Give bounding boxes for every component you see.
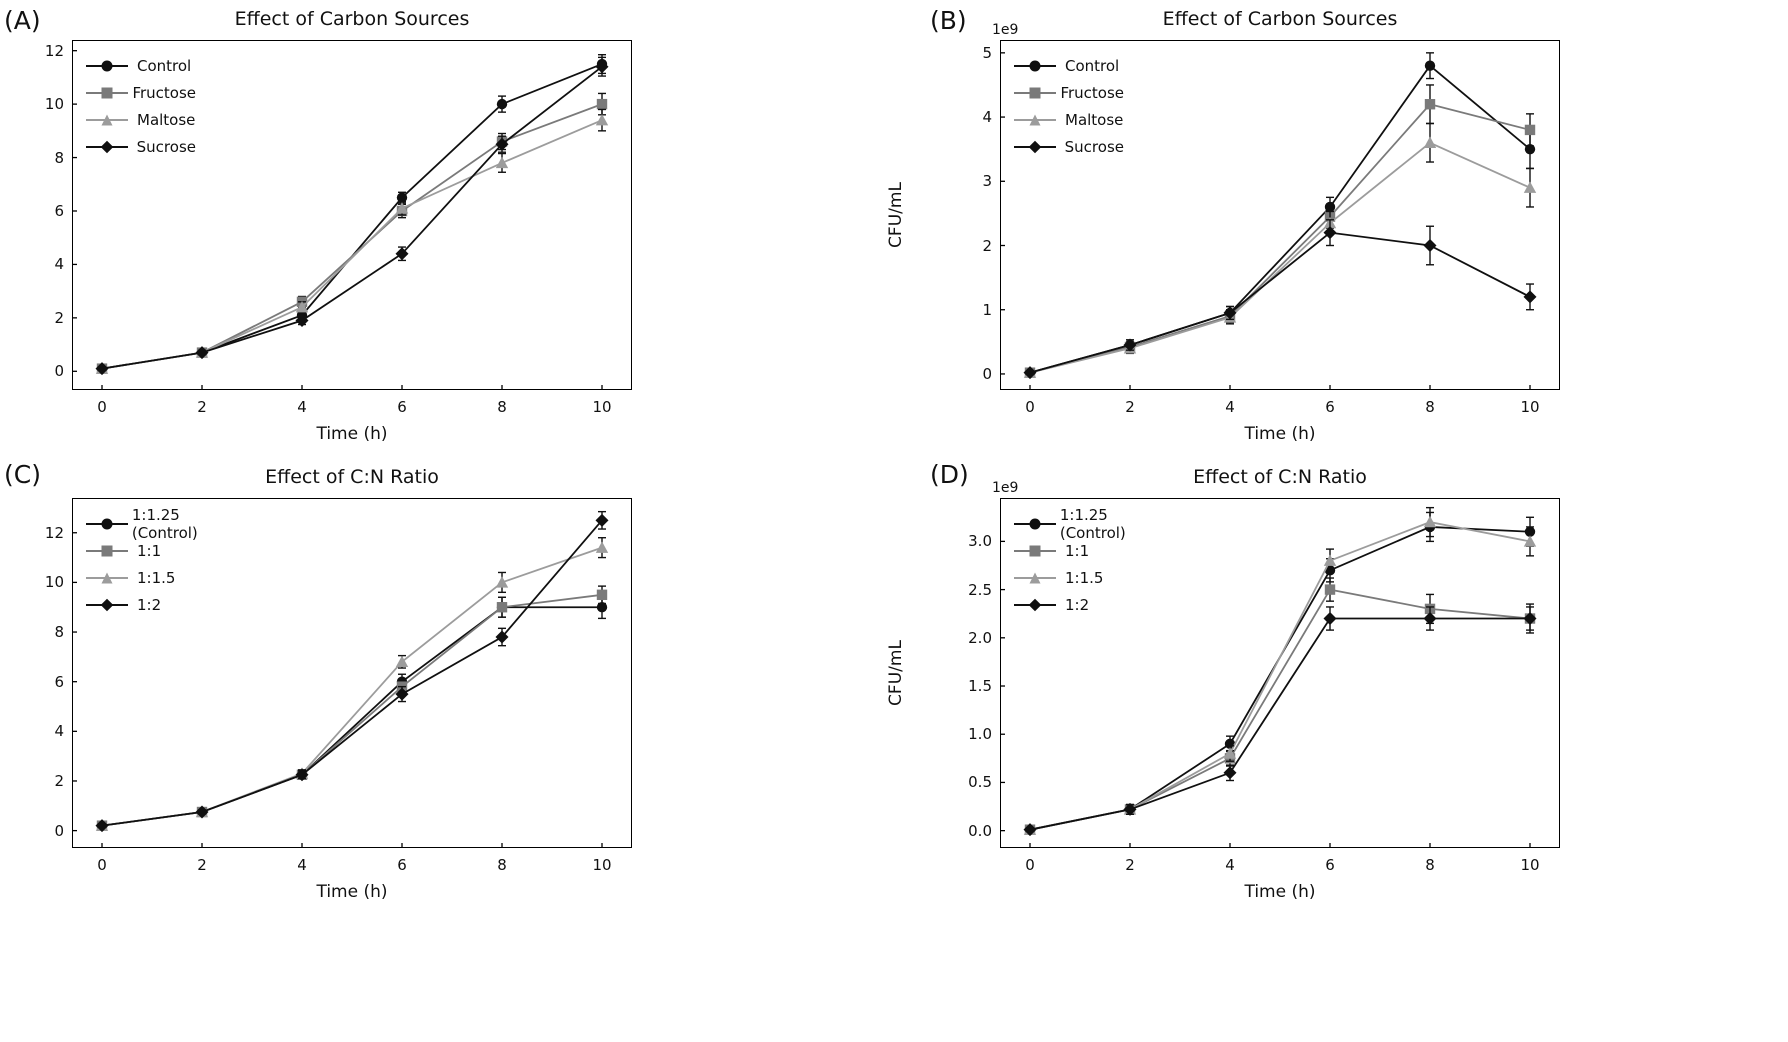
legend-swatch <box>1014 146 1056 148</box>
legend-label: 1:1.25 (Control) <box>1059 505 1126 542</box>
x-tick-label: 10 <box>592 856 612 874</box>
series-3 <box>1024 607 1537 836</box>
y-tick-label: 0.5 <box>968 773 992 792</box>
legend-marker-icon <box>1028 85 1043 100</box>
y-tick-label: 4 <box>982 108 992 127</box>
x-tick-label: 2 <box>1125 398 1135 416</box>
y-tick-label: 1.0 <box>968 725 992 744</box>
data-point <box>1424 137 1436 148</box>
data-point <box>1525 125 1535 135</box>
x-tick-label: 6 <box>397 856 407 874</box>
x-axis-label: Time (h) <box>1244 424 1316 444</box>
chart-title: Effect of Carbon Sources <box>1162 8 1398 30</box>
legend-swatch <box>86 604 128 606</box>
data-point <box>1424 239 1437 252</box>
data-point <box>1325 584 1335 594</box>
legend-item[interactable] <box>1014 79 1124 106</box>
legend-marker-icon <box>1028 543 1043 558</box>
legend-label: Fructose <box>1060 83 1124 102</box>
x-tick-label: 8 <box>1425 856 1435 874</box>
legend <box>1014 52 1124 160</box>
legend-marker-icon <box>1028 112 1043 127</box>
legend-item[interactable] <box>1014 106 1124 133</box>
panel-letter: (A) <box>4 6 41 35</box>
y-tick-label: 8 <box>54 623 64 642</box>
legend-item[interactable] <box>1014 52 1124 79</box>
legend-swatch <box>86 119 128 121</box>
y-tick-label: 2 <box>54 308 64 327</box>
data-point <box>1224 747 1236 758</box>
y-tick-label: 0.0 <box>968 821 992 840</box>
chart-panel-C <box>2 464 662 924</box>
legend-swatch <box>86 92 123 94</box>
y-tick-label: 2.0 <box>968 628 992 647</box>
legend-label: 1:1.25 (Control) <box>131 505 198 542</box>
data-point <box>1224 766 1237 779</box>
legend-item[interactable] <box>1014 591 1164 618</box>
x-tick-label: 2 <box>197 856 207 874</box>
legend-label: Fructose <box>132 83 196 102</box>
legend-item[interactable] <box>86 505 236 542</box>
series-1 <box>97 586 607 831</box>
legend-swatch <box>86 523 123 525</box>
legend-swatch <box>1014 550 1056 552</box>
legend-marker-icon <box>100 543 115 558</box>
y-tick-label: 8 <box>54 148 64 167</box>
chart-panel-B <box>886 6 1590 466</box>
legend-swatch <box>1014 92 1051 94</box>
data-point <box>1324 554 1336 565</box>
legend-marker-icon <box>100 597 115 612</box>
legend-item[interactable] <box>86 133 196 160</box>
x-tick-label: 6 <box>1325 398 1335 416</box>
x-tick-label: 4 <box>1225 856 1235 874</box>
legend-item[interactable] <box>86 79 196 106</box>
chart-panel-A <box>2 6 662 466</box>
x-tick-label: 6 <box>1325 856 1335 874</box>
legend-label: Control <box>1065 56 1120 75</box>
legend-item[interactable] <box>86 591 236 618</box>
legend-item[interactable] <box>1014 133 1124 160</box>
data-point <box>1425 60 1435 70</box>
legend-swatch <box>1014 65 1056 67</box>
legend-label: 1:1 <box>137 541 162 560</box>
data-point <box>1424 516 1436 527</box>
y-tick-label: 0 <box>54 821 64 840</box>
legend-swatch <box>1014 523 1051 525</box>
legend-label: 1:1.5 <box>1065 568 1104 587</box>
y-tick-label: 0 <box>54 362 64 381</box>
y-tick-label: 1.5 <box>968 677 992 696</box>
legend-label: 1:1 <box>1065 541 1090 560</box>
x-axis-label: Time (h) <box>316 424 388 444</box>
legend <box>86 505 236 618</box>
y-axis-label: CFU/mL <box>886 182 906 248</box>
legend <box>86 52 196 160</box>
data-point <box>597 99 607 109</box>
legend-marker-icon <box>100 570 115 585</box>
y-tick-label: 6 <box>54 672 64 691</box>
legend-swatch <box>1014 604 1056 606</box>
data-point <box>1524 182 1536 193</box>
chart-title: Effect of Carbon Sources <box>234 8 470 30</box>
x-tick-label: 0 <box>1025 856 1035 874</box>
x-tick-label: 8 <box>497 398 507 416</box>
legend-label: 1:2 <box>137 595 162 614</box>
legend-marker-icon <box>100 112 115 127</box>
y-tick-label: 1 <box>982 300 992 319</box>
x-tick-label: 0 <box>1025 398 1035 416</box>
x-tick-label: 0 <box>97 856 107 874</box>
y-tick-label: 3.0 <box>968 532 992 551</box>
data-point <box>496 157 508 168</box>
legend-label: Control <box>137 56 192 75</box>
legend-item[interactable] <box>86 106 196 133</box>
x-axis-label: Time (h) <box>1244 882 1316 902</box>
y-tick-label: 12 <box>44 41 64 60</box>
legend-label: 1:2 <box>1065 595 1090 614</box>
legend-marker-icon <box>1028 58 1043 73</box>
legend-item[interactable] <box>86 564 236 591</box>
legend-marker-icon <box>100 516 115 531</box>
x-tick-label: 4 <box>1225 398 1235 416</box>
legend-item[interactable] <box>86 52 196 79</box>
series-0 <box>97 596 607 831</box>
data-point <box>1324 612 1337 625</box>
legend-marker-icon <box>100 139 115 154</box>
legend-label: Sucrose <box>1064 137 1124 156</box>
legend-swatch <box>86 577 128 579</box>
y-tick-label: 10 <box>44 573 64 592</box>
x-tick-label: 10 <box>1520 398 1540 416</box>
y-axis-offset-text: 1e9 <box>992 22 1019 38</box>
data-point <box>497 99 507 109</box>
legend-item[interactable] <box>1014 505 1164 542</box>
legend-swatch <box>86 550 128 552</box>
legend-swatch <box>86 146 128 148</box>
y-tick-label: 4 <box>54 255 64 274</box>
legend-label: 1:1.5 <box>137 568 176 587</box>
data-point <box>596 114 608 125</box>
x-tick-label: 2 <box>197 398 207 416</box>
x-tick-label: 4 <box>297 856 307 874</box>
y-tick-label: 10 <box>44 95 64 114</box>
y-tick-label: 6 <box>54 201 64 220</box>
y-tick-label: 2 <box>54 771 64 790</box>
legend-swatch <box>1014 577 1056 579</box>
data-point <box>497 602 507 612</box>
x-tick-label: 0 <box>97 398 107 416</box>
legend-label: Maltose <box>137 110 196 129</box>
y-tick-label: 12 <box>44 523 64 542</box>
y-axis-offset-text: 1e9 <box>992 480 1019 496</box>
y-tick-label: 0 <box>982 364 992 383</box>
y-tick-label: 3 <box>982 172 992 191</box>
x-axis-label: Time (h) <box>316 882 388 902</box>
series-2 <box>1024 123 1536 377</box>
legend-marker-icon <box>1028 516 1043 531</box>
data-point <box>1425 99 1435 109</box>
chart-title: Effect of C:N Ratio <box>265 466 439 488</box>
legend-marker-icon <box>1028 570 1043 585</box>
legend-marker-icon <box>100 58 115 73</box>
y-axis-label: CFU/mL <box>886 640 906 706</box>
x-tick-label: 10 <box>1520 856 1540 874</box>
legend-label: Maltose <box>1065 110 1124 129</box>
legend-item[interactable] <box>1014 564 1164 591</box>
x-tick-label: 10 <box>592 398 612 416</box>
panel-letter: (D) <box>930 460 969 489</box>
x-tick-label: 4 <box>297 398 307 416</box>
y-tick-label: 4 <box>54 722 64 741</box>
y-tick-label: 2 <box>982 236 992 255</box>
legend <box>1014 505 1164 618</box>
legend-label: Sucrose <box>136 137 196 156</box>
data-point <box>1524 290 1537 303</box>
x-tick-label: 6 <box>397 398 407 416</box>
x-tick-label: 2 <box>1125 856 1135 874</box>
legend-marker-icon <box>100 85 115 100</box>
data-point <box>596 541 608 552</box>
data-point <box>496 576 508 587</box>
panel-letter: (B) <box>930 6 967 35</box>
legend-marker-icon <box>1028 139 1043 154</box>
legend-marker-icon <box>1028 597 1043 612</box>
y-tick-label: 5 <box>982 43 992 62</box>
y-tick-label: 2.5 <box>968 580 992 599</box>
panel-letter: (C) <box>4 460 41 489</box>
x-tick-label: 8 <box>1425 398 1435 416</box>
legend-swatch <box>86 65 128 67</box>
chart-panel-D <box>886 464 1590 924</box>
legend-swatch <box>1014 119 1056 121</box>
x-tick-label: 8 <box>497 856 507 874</box>
chart-title: Effect of C:N Ratio <box>1193 466 1367 488</box>
data-point <box>597 590 607 600</box>
